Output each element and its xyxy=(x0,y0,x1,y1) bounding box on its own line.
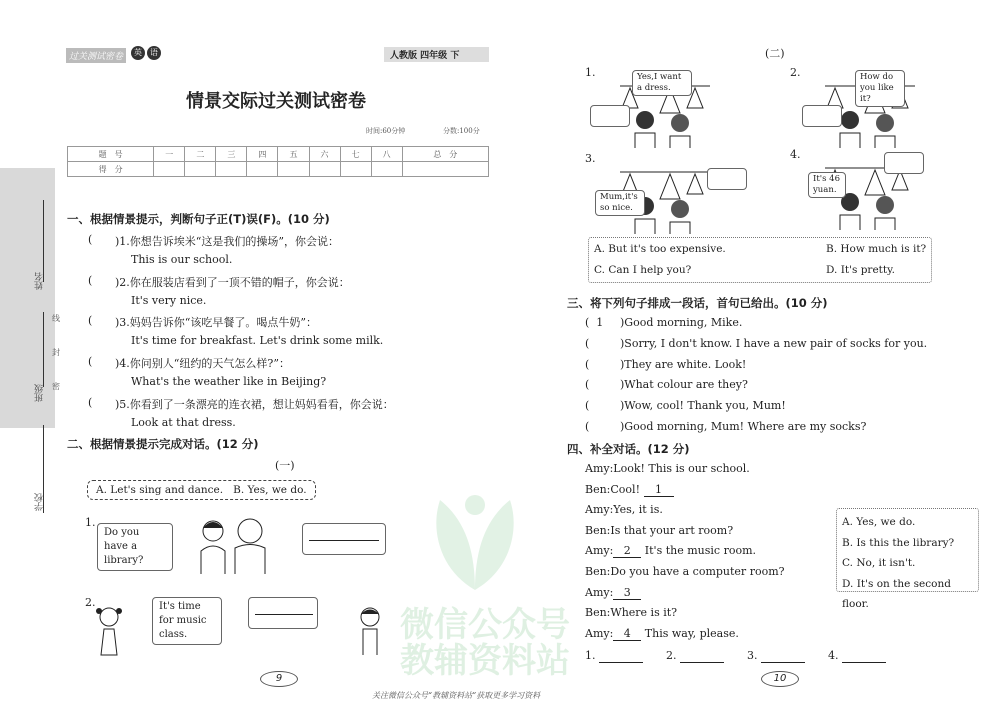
blank[interactable]: 4 xyxy=(613,627,641,641)
question-en: It's very nice. xyxy=(131,293,207,307)
answer-paren[interactable]: ( xyxy=(88,395,93,409)
answer-bubble[interactable] xyxy=(590,105,630,127)
question-en: This is our school. xyxy=(131,253,233,266)
answer-paren[interactable]: ( xyxy=(88,355,93,369)
speaker: Amy: xyxy=(585,503,614,517)
answer-bubble[interactable] xyxy=(884,152,924,174)
answer-bubble[interactable] xyxy=(707,168,747,190)
band-shape xyxy=(0,428,55,558)
boy-and-teacher-illustration xyxy=(195,516,275,576)
question-number: )5. xyxy=(115,397,130,411)
speaker: Ben: xyxy=(585,606,611,620)
option: C. No, it isn't. xyxy=(842,557,916,569)
option: C. Can I help you? xyxy=(594,264,692,276)
footer-note: 关注微信公众号“教辅资料站”获取更多学习资料 xyxy=(372,691,541,700)
table-cell: 四 xyxy=(247,147,278,162)
order-paren[interactable]: ( xyxy=(585,399,597,413)
score-cell[interactable] xyxy=(278,162,309,177)
question-text: 你在服装店看到了一顶不错的帽子，你会说： xyxy=(129,275,350,289)
answer-number: 2. xyxy=(666,649,677,662)
line-text: Look! This is our school. xyxy=(613,462,750,475)
sentence: )Sorry, I don't know. I have a new pair of socks for you. xyxy=(620,336,928,350)
score-cell[interactable] xyxy=(371,162,402,177)
speech-bubble: Yes,I want a dress. xyxy=(632,70,692,96)
line-text: Yes, it is. xyxy=(613,503,663,517)
order-paren[interactable]: ( xyxy=(585,336,597,350)
dialog-number: 2. xyxy=(85,596,96,609)
order-paren[interactable]: ( xyxy=(585,357,597,371)
seal-char: 封 xyxy=(52,348,60,357)
total-score: 分数:100分 xyxy=(443,127,480,135)
watermark-leaf-icon xyxy=(420,490,530,600)
table-cell: 总 分 xyxy=(402,147,488,162)
part1-title: (一) xyxy=(275,459,295,472)
answer-bubble[interactable] xyxy=(248,597,318,629)
watermark-line2: 教辅资料站 xyxy=(400,641,570,681)
boy-illustration xyxy=(355,605,385,660)
speech-bubble: It's time for music class. xyxy=(152,597,222,645)
speaker: Amy: xyxy=(585,462,614,475)
speech-bubble: Do you have a library? xyxy=(97,523,173,571)
class-label: 班级 xyxy=(35,384,45,402)
speech-bubble: It's 46 yuan. xyxy=(808,172,846,198)
sentence: )Good morning, Mike. xyxy=(620,316,743,329)
line-text: Is that your art room? xyxy=(610,523,734,537)
table-cell: 七 xyxy=(340,147,371,162)
dialogue-line xyxy=(585,483,674,497)
section3-heading: 三、将下列句子排成一段话，首句已给出。(10 分) xyxy=(567,296,828,310)
answer-paren[interactable]: ( xyxy=(88,233,93,246)
line-text: Cool! xyxy=(610,482,644,496)
table-row xyxy=(68,147,489,162)
table-cell: 一 xyxy=(154,147,185,162)
option: A. But it's too expensive. xyxy=(594,243,726,255)
dialogue-line xyxy=(585,606,677,619)
part2-title: (二) xyxy=(765,47,785,60)
score-cell[interactable] xyxy=(185,162,216,177)
watermark-line1: 微信公众号 xyxy=(400,605,570,645)
dialogue-line xyxy=(585,462,750,475)
picture-number: 4. xyxy=(790,148,801,161)
option: D. It's on the second floor. xyxy=(842,577,951,610)
question-en: It's time for breakfast. Let's drink some milk. xyxy=(131,334,384,348)
section1-heading: 一、根据情景提示，判断句子正(T)误(F)。(10 分) xyxy=(67,212,330,226)
subject-badge: 语 xyxy=(147,46,161,60)
dialogue-line xyxy=(585,586,641,600)
band-shape xyxy=(0,38,55,168)
dialogue-line xyxy=(585,565,785,578)
answer-slot[interactable] xyxy=(666,649,724,663)
table-cell: 三 xyxy=(216,147,247,162)
question-cn xyxy=(115,274,350,290)
school-label: 学校 xyxy=(35,493,45,511)
table-cell: 八 xyxy=(371,147,402,162)
score-cell[interactable] xyxy=(309,162,340,177)
sentence: )Good morning, Mum! Where are my socks? xyxy=(620,420,867,433)
line-text: Do you have a computer room? xyxy=(610,565,785,578)
speaker: Amy: xyxy=(585,585,614,599)
section2-heading: 二、根据情景提示完成对话。(12 分) xyxy=(67,437,259,451)
answer-bubble[interactable] xyxy=(302,523,386,555)
dialogue-line xyxy=(585,544,756,558)
answer-number: 4. xyxy=(828,649,839,662)
order-paren[interactable]: ( 1 xyxy=(585,316,604,329)
question-en: What's the weather like in Beijing? xyxy=(131,375,327,389)
time-limit: 时间:60分钟 xyxy=(366,127,406,135)
order-answer: 1 xyxy=(596,316,604,329)
answer-slot[interactable] xyxy=(585,649,643,663)
speaker: Ben: xyxy=(585,565,611,578)
table-cell: 题 号 xyxy=(68,147,154,162)
question-text: 你看到了一条漂亮的连衣裙，想让妈妈看看，你会说： xyxy=(129,397,394,411)
table-cell: 二 xyxy=(185,147,216,162)
subject-badge: 英 xyxy=(131,46,145,60)
class-line xyxy=(43,312,44,387)
question-cn xyxy=(115,314,317,330)
answer-paren[interactable]: ( xyxy=(88,314,93,328)
table-cell: 六 xyxy=(309,147,340,162)
dialogue-line xyxy=(585,524,733,537)
part1-options-box xyxy=(87,480,316,500)
speaker: Amy: xyxy=(585,626,614,640)
option: D. It's pretty. xyxy=(826,264,895,276)
answer-paren[interactable]: ( xyxy=(88,273,93,287)
option: A. Let's sing and dance. xyxy=(96,484,224,496)
score-cell[interactable] xyxy=(216,162,247,177)
score-cell[interactable] xyxy=(247,162,278,177)
dialogue-line xyxy=(585,503,663,516)
question-cn xyxy=(115,233,339,249)
speaker: Ben: xyxy=(585,523,611,537)
table-row xyxy=(68,162,489,177)
name-line xyxy=(43,200,44,282)
speaker: Amy: xyxy=(585,544,614,558)
answer-slot[interactable] xyxy=(828,649,886,663)
answer-bubble[interactable] xyxy=(802,105,842,127)
option: B. How much is it? xyxy=(826,243,927,255)
score-cell[interactable] xyxy=(340,162,371,177)
series-label: 过关测试密卷 xyxy=(66,48,126,63)
girl-illustration xyxy=(95,605,125,660)
question-number: )2. xyxy=(115,275,130,289)
picture-number: 3. xyxy=(585,152,596,165)
score-cell[interactable] xyxy=(154,162,185,177)
page-number-left: 9 xyxy=(260,671,298,687)
table-cell: 得 分 xyxy=(68,162,154,177)
option: B. Yes, we do. xyxy=(233,484,307,496)
section4-options-box xyxy=(836,508,979,610)
question-cn xyxy=(115,355,290,371)
answer-slot[interactable] xyxy=(747,649,805,663)
edition: 人教版 xyxy=(390,51,418,61)
option: B. Is this the library? xyxy=(842,536,955,549)
question-text: 妈妈告诉你“该吃早餐了。喝点牛奶”： xyxy=(129,316,318,330)
order-paren[interactable]: ( xyxy=(585,378,597,392)
sentence: )Wow, cool! Thank you, Mum! xyxy=(620,399,786,413)
table-cell: 五 xyxy=(278,147,309,162)
speech-bubble: Mum,it's so nice. xyxy=(595,190,645,216)
answer-number: 3. xyxy=(747,649,758,662)
option: A. Yes, we do. xyxy=(842,516,916,528)
speaker: Ben: xyxy=(585,482,611,496)
page-number-right: 10 xyxy=(761,671,799,687)
name-label: 姓名 xyxy=(35,272,45,290)
question-number: )1. xyxy=(115,235,130,248)
blank[interactable]: 2 xyxy=(613,544,641,558)
speech-bubble: How do you like it? xyxy=(855,70,905,107)
score-table xyxy=(67,146,489,177)
dialogue-line xyxy=(585,627,739,641)
term: 下 xyxy=(450,51,460,61)
picture-number: 1. xyxy=(585,66,596,79)
order-paren[interactable]: ( xyxy=(585,420,597,433)
question-cn xyxy=(115,396,394,412)
answer-number: 1. xyxy=(585,649,596,662)
line-text: This way, please. xyxy=(641,626,739,640)
blank[interactable]: 1 xyxy=(644,483,674,497)
question-text: 你问别人“纽约的天气怎么样?”： xyxy=(129,357,290,371)
seal-char: 密 xyxy=(52,382,60,391)
grade: 四年级 xyxy=(420,51,448,61)
seal-char: 线 xyxy=(52,314,60,323)
section4-heading: 四、补全对话。(12 分) xyxy=(567,442,690,456)
picture-number: 2. xyxy=(790,66,801,79)
sentence: )They are white. Look! xyxy=(620,357,747,371)
question-en: Look at that dress. xyxy=(131,415,236,429)
question-number: )3. xyxy=(115,316,130,330)
sentence: )What colour are they? xyxy=(620,378,748,392)
edition-badge xyxy=(384,47,489,62)
question-number: )4. xyxy=(115,357,130,371)
blank[interactable]: 3 xyxy=(613,586,641,600)
line-text: It's the music room. xyxy=(641,544,757,558)
question-text: 你想告诉埃米“这是我们的操场”，你会说： xyxy=(129,235,340,248)
dialog-number: 1. xyxy=(85,516,96,529)
line-text: Where is it? xyxy=(610,606,678,620)
score-cell[interactable] xyxy=(402,162,488,177)
part2-options-box xyxy=(588,237,932,283)
page-title: 情景交际过关测试密卷 xyxy=(186,91,366,112)
